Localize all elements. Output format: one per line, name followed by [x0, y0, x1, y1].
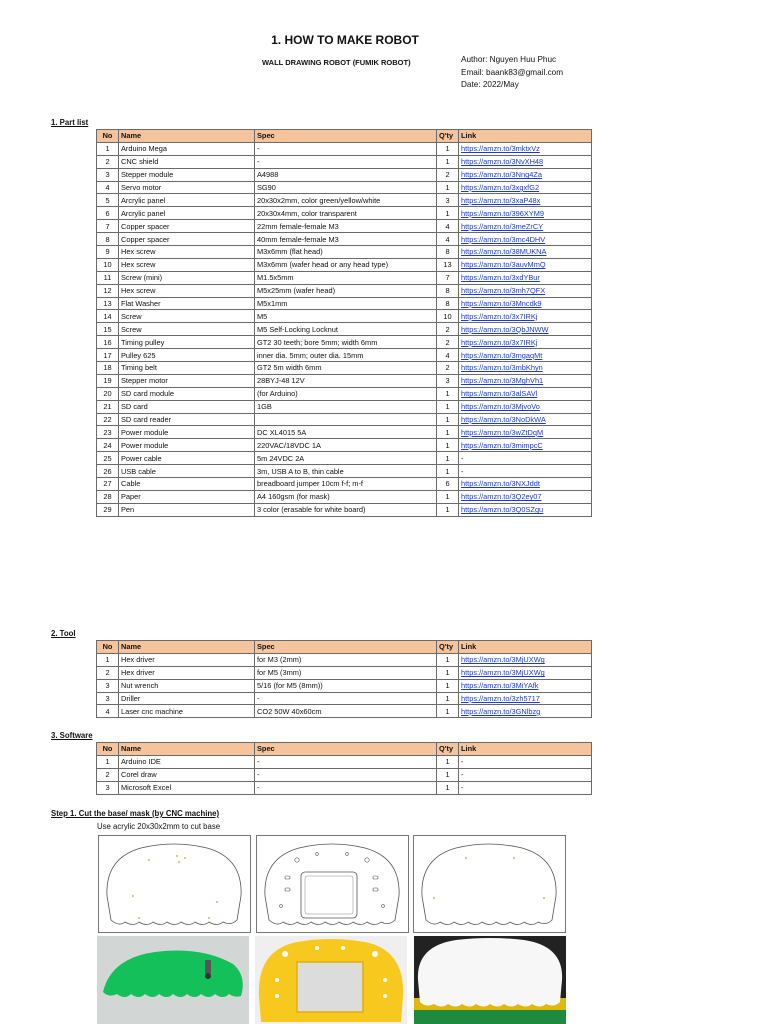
- cell-link: [459, 323, 592, 336]
- step1-heading: Step 1. Cut the base/ mask (by CNC machine): [51, 809, 220, 818]
- product-link[interactable]: https://amzn.to/3Nng4Za: [461, 170, 542, 180]
- product-link[interactable]: https://amzn.to/3MghVh1: [461, 376, 544, 386]
- cell-link: -: [459, 465, 592, 478]
- cell-spec: for M5 (3mm): [255, 666, 437, 679]
- cell-name: Arcrylic panel: [119, 194, 255, 207]
- cell-qty: 1: [437, 155, 459, 168]
- product-link[interactable]: https://amzn.to/3zh5717: [461, 694, 540, 703]
- table-row: [97, 207, 592, 220]
- product-link[interactable]: https://amzn.to/3xdYBur: [461, 273, 540, 283]
- cell-name: Screw (mini): [119, 271, 255, 284]
- cell-no: 4: [97, 705, 119, 718]
- part-list-table: [96, 129, 592, 517]
- col-name: Name: [119, 130, 255, 143]
- cell-no: 29: [97, 503, 119, 516]
- col-spec: Spec: [255, 743, 437, 756]
- product-link[interactable]: https://amzn.to/3mimpcC: [461, 440, 543, 450]
- cell-qty: 6: [437, 478, 459, 491]
- cell-name: Arduino IDE: [119, 755, 255, 768]
- cell-spec: breadboard jumper 10cm f-f; m-f: [255, 478, 437, 491]
- cell-no: 19: [97, 374, 119, 387]
- cell-no: 7: [97, 220, 119, 233]
- product-link[interactable]: https://amzn.to/3MiYAfk: [461, 681, 539, 691]
- cell-no: 1: [97, 755, 119, 768]
- product-link[interactable]: https://amzn.to/3MjUXWg: [461, 668, 545, 678]
- cell-name: Cable: [119, 478, 255, 491]
- cell-spec: for M3 (2mm): [255, 653, 437, 666]
- product-link[interactable]: https://amzn.to/3mktxVz: [461, 144, 540, 154]
- cell-link: -: [459, 768, 592, 781]
- cell-spec: -: [255, 155, 437, 168]
- cell-name: Stepper motor: [119, 374, 255, 387]
- page-title: 1. HOW TO MAKE ROBOT: [271, 33, 419, 47]
- cell-spec: -: [255, 142, 437, 155]
- cell-link: [459, 168, 592, 181]
- step1-note: Use acrylic 20x30x2mm to cut base: [97, 822, 221, 831]
- cell-link: [459, 297, 592, 310]
- table-row: [97, 258, 592, 271]
- cell-name: Stepper module: [119, 168, 255, 181]
- cell-link: -: [459, 781, 592, 794]
- cell-qty: 1: [437, 705, 459, 718]
- product-link[interactable]: https://amzn.to/3x7IRKj: [461, 337, 538, 347]
- software-table: [96, 742, 592, 795]
- author-date: Date: 2022/May: [461, 80, 519, 89]
- cell-link: [459, 258, 592, 271]
- col-spec: Spec: [255, 130, 437, 143]
- cell-link: [459, 310, 592, 323]
- cell-link: [459, 207, 592, 220]
- cell-link: [459, 220, 592, 233]
- cell-qty: 1: [437, 490, 459, 503]
- table-row: [97, 768, 592, 781]
- cell-name: Flat Washer: [119, 297, 255, 310]
- cell-name: Nut wrench: [119, 679, 255, 692]
- col-name: Name: [119, 743, 255, 756]
- cell-qty: 1: [437, 439, 459, 452]
- cell-name: Power module: [119, 426, 255, 439]
- cell-link: [459, 503, 592, 516]
- cell-qty: 8: [437, 246, 459, 259]
- cell-name: Arduino Mega: [119, 142, 255, 155]
- cell-spec: DC XL4015 5A: [255, 426, 437, 439]
- cell-no: 13: [97, 297, 119, 310]
- cell-name: Corel draw: [119, 768, 255, 781]
- cell-link: [459, 284, 592, 297]
- cell-name: Pulley 625: [119, 349, 255, 362]
- cell-name: CNC shield: [119, 155, 255, 168]
- cell-name: Power module: [119, 439, 255, 452]
- table-header-row: [97, 641, 592, 654]
- product-link[interactable]: https://amzn.to/3MjUXWg: [461, 655, 545, 665]
- part-list-heading: 1. Part list: [51, 118, 89, 127]
- cell-spec: M1.5x5mm: [255, 271, 437, 284]
- cell-spec: 28BYJ-48 12V: [255, 374, 437, 387]
- cell-spec: M5x1mm: [255, 297, 437, 310]
- col-qty: Q'ty: [437, 130, 459, 143]
- col-name: Name: [119, 641, 255, 654]
- cell-no: 23: [97, 426, 119, 439]
- cell-qty: 2: [437, 336, 459, 349]
- col-no: No: [97, 743, 119, 756]
- product-link[interactable]: https://amzn.to/3mc4DHV: [461, 234, 546, 244]
- cell-spec: CO2 50W 40x60cm: [255, 705, 437, 718]
- cell-spec: (for Arduino): [255, 387, 437, 400]
- cell-qty: 7: [437, 271, 459, 284]
- cell-spec: GT2 5m width 6mm: [255, 362, 437, 375]
- table-row: [97, 452, 592, 465]
- cell-link: [459, 181, 592, 194]
- col-qty: Q'ty: [437, 641, 459, 654]
- table-row: [97, 142, 592, 155]
- cell-spec: inner dia. 5mm; outer dia. 15mm: [255, 349, 437, 362]
- product-link[interactable]: https://amzn.to/3meZrCY: [461, 221, 544, 231]
- cell-name: Hex driver: [119, 666, 255, 679]
- base-drawing-1: [98, 835, 251, 933]
- cell-link: [459, 692, 592, 705]
- cell-no: 2: [97, 768, 119, 781]
- cell-link: -: [459, 452, 592, 465]
- cell-qty: 1: [437, 181, 459, 194]
- cell-link: [459, 679, 592, 692]
- table-row: [97, 781, 592, 794]
- product-link[interactable]: https://amzn.to/3mgaqMt: [461, 350, 543, 360]
- cell-qty: 1: [437, 465, 459, 478]
- cell-qty: 1: [437, 400, 459, 413]
- cell-name: Servo motor: [119, 181, 255, 194]
- cell-no: 3: [97, 692, 119, 705]
- base-drawing-2: [256, 835, 409, 933]
- cell-spec: M3x6mm (wafer head or any head type): [255, 258, 437, 271]
- col-no: No: [97, 641, 119, 654]
- cell-link: [459, 233, 592, 246]
- cell-qty: 10: [437, 310, 459, 323]
- cell-no: 2: [97, 155, 119, 168]
- cell-link: [459, 349, 592, 362]
- cell-name: USB cable: [119, 465, 255, 478]
- cell-no: 8: [97, 233, 119, 246]
- cell-link: [459, 666, 592, 679]
- table-row: [97, 168, 592, 181]
- cell-qty: 1: [437, 653, 459, 666]
- cell-name: Copper spacer: [119, 233, 255, 246]
- base-photo-yellow: [255, 936, 407, 1024]
- cell-link: [459, 246, 592, 259]
- table-row: [97, 666, 592, 679]
- cell-spec: 22mm female-female M3: [255, 220, 437, 233]
- cell-name: Copper spacer: [119, 220, 255, 233]
- cell-qty: 1: [437, 387, 459, 400]
- table-row: [97, 400, 592, 413]
- table-row: [97, 426, 592, 439]
- cell-spec: -: [255, 755, 437, 768]
- cell-qty: 2: [437, 323, 459, 336]
- product-link[interactable]: https://amzn.to/3GNlbzg: [461, 706, 541, 716]
- table-row: [97, 297, 592, 310]
- cell-spec: -: [255, 768, 437, 781]
- table-header-row: [97, 743, 592, 756]
- cell-link: [459, 194, 592, 207]
- cell-link: [459, 490, 592, 503]
- table-row: [97, 465, 592, 478]
- product-link[interactable]: https://amzn.to/3NvXH48: [461, 157, 544, 167]
- cell-link: [459, 413, 592, 426]
- table-row: [97, 233, 592, 246]
- cell-link: [459, 362, 592, 375]
- cell-qty: 1: [437, 666, 459, 679]
- table-row: [97, 220, 592, 233]
- cell-spec: [255, 413, 437, 426]
- cell-name: Pen: [119, 503, 255, 516]
- cell-link: [459, 142, 592, 155]
- cell-qty: 1: [437, 452, 459, 465]
- product-link[interactable]: https://amzn.to/3MjvoVo: [461, 402, 540, 412]
- cell-no: 12: [97, 284, 119, 297]
- product-link[interactable]: https://amzn.to/3xaP48x: [461, 195, 541, 205]
- col-link: Link: [459, 641, 592, 654]
- cell-no: 25: [97, 452, 119, 465]
- cell-link: [459, 336, 592, 349]
- cell-link: -: [459, 755, 592, 768]
- table-row: [97, 478, 592, 491]
- table-row: [97, 387, 592, 400]
- table-row: [97, 284, 592, 297]
- cell-spec: M5: [255, 310, 437, 323]
- col-link: Link: [459, 743, 592, 756]
- cell-no: 4: [97, 181, 119, 194]
- table-row: [97, 413, 592, 426]
- cell-qty: 2: [437, 362, 459, 375]
- col-link: Link: [459, 130, 592, 143]
- cell-name: Screw: [119, 310, 255, 323]
- tool-table: [96, 640, 592, 718]
- table-row: [97, 323, 592, 336]
- cell-name: SD card reader: [119, 413, 255, 426]
- cell-no: 16: [97, 336, 119, 349]
- cell-name: Paper: [119, 490, 255, 503]
- product-link[interactable]: https://amzn.to/3mbKhyn: [461, 363, 543, 373]
- cell-qty: 8: [437, 284, 459, 297]
- cell-spec: M5 Self-Locking Locknut: [255, 323, 437, 336]
- product-link[interactable]: https://amzn.to/3NoDkWA: [461, 415, 546, 425]
- cell-no: 17: [97, 349, 119, 362]
- cell-qty: 3: [437, 194, 459, 207]
- cell-qty: 1: [437, 692, 459, 705]
- cell-no: 11: [97, 271, 119, 284]
- cell-link: [459, 155, 592, 168]
- product-link[interactable]: https://amzn.to/3NXJddt: [461, 479, 540, 489]
- cell-qty: 1: [437, 503, 459, 516]
- product-link[interactable]: https://amzn.to/3xgxfG2: [461, 183, 540, 192]
- cell-spec: A4988: [255, 168, 437, 181]
- table-row: [97, 362, 592, 375]
- cell-spec: 40mm female-female M3: [255, 233, 437, 246]
- table-row: [97, 653, 592, 666]
- cell-qty: 1: [437, 768, 459, 781]
- cell-link: [459, 426, 592, 439]
- cell-link: [459, 374, 592, 387]
- cell-link: [459, 439, 592, 452]
- cell-name: Arcrylic panel: [119, 207, 255, 220]
- cell-qty: 3: [437, 374, 459, 387]
- cell-spec: 3m, USB A to B, thin cable: [255, 465, 437, 478]
- table-row: [97, 310, 592, 323]
- table-row: [97, 503, 592, 516]
- table-row: [97, 705, 592, 718]
- tool-heading: 2. Tool: [51, 629, 76, 638]
- cell-spec: A4 160gsm (for mask): [255, 490, 437, 503]
- col-no: No: [97, 130, 119, 143]
- cell-name: SD card module: [119, 387, 255, 400]
- table-row: [97, 692, 592, 705]
- cell-name: Driller: [119, 692, 255, 705]
- product-link[interactable]: https://amzn.to/3Q2ey07: [461, 492, 542, 502]
- cell-no: 20: [97, 387, 119, 400]
- cell-no: 26: [97, 465, 119, 478]
- table-row: [97, 271, 592, 284]
- cell-spec: -: [255, 781, 437, 794]
- author-name: Author: Nguyen Huu Phuc: [461, 55, 557, 64]
- product-link[interactable]: https://amzn.to/38MUKNA: [461, 247, 547, 257]
- table-header-row: [97, 130, 592, 143]
- cell-qty: 1: [437, 413, 459, 426]
- cell-qty: 13: [437, 258, 459, 271]
- cell-spec: 220VAC/18VDC 1A: [255, 439, 437, 452]
- cell-qty: 1: [437, 142, 459, 155]
- cell-name: Timing belt: [119, 362, 255, 375]
- cell-qty: 4: [437, 233, 459, 246]
- cell-qty: 4: [437, 220, 459, 233]
- cell-no: 22: [97, 413, 119, 426]
- cell-name: Laser cnc machine: [119, 705, 255, 718]
- cell-qty: 1: [437, 207, 459, 220]
- cell-spec: GT2 30 teeth; bore 5mm; width 6mm: [255, 336, 437, 349]
- table-row: [97, 194, 592, 207]
- cell-qty: 1: [437, 781, 459, 794]
- cell-no: 6: [97, 207, 119, 220]
- product-link[interactable]: https://amzn.to/3Mncdk9: [461, 299, 542, 309]
- table-row: [97, 755, 592, 768]
- cell-name: Timing pulley: [119, 336, 255, 349]
- product-link[interactable]: https://amzn.to/3Q0SZgu: [461, 505, 544, 515]
- cell-link: [459, 653, 592, 666]
- cell-spec: 3 color (erasable for white board): [255, 503, 437, 516]
- product-link[interactable]: https://amzn.to/3mh7QFX: [461, 286, 546, 296]
- cell-no: 5: [97, 194, 119, 207]
- table-row: [97, 155, 592, 168]
- cell-no: 10: [97, 258, 119, 271]
- cell-no: 18: [97, 362, 119, 375]
- table-row: [97, 246, 592, 259]
- cell-qty: 2: [437, 168, 459, 181]
- cell-spec: M3x6mm (flat head): [255, 246, 437, 259]
- cell-name: Hex screw: [119, 246, 255, 259]
- product-link[interactable]: https://amzn.to/3QbJNWW: [461, 324, 549, 334]
- cell-name: Hex driver: [119, 653, 255, 666]
- cell-qty: 1: [437, 755, 459, 768]
- product-link[interactable]: https://amzn.to/396XYM9: [461, 208, 544, 218]
- page-subtitle: WALL DRAWING ROBOT (FUMIK ROBOT): [262, 58, 411, 67]
- cell-no: 24: [97, 439, 119, 452]
- base-drawing-3: [413, 835, 566, 933]
- software-heading: 3. Software: [51, 731, 93, 740]
- cell-link: [459, 400, 592, 413]
- col-spec: Spec: [255, 641, 437, 654]
- cell-no: 27: [97, 478, 119, 491]
- cell-no: 21: [97, 400, 119, 413]
- cell-no: 9: [97, 246, 119, 259]
- cell-no: 2: [97, 666, 119, 679]
- cell-no: 1: [97, 142, 119, 155]
- author-block: [461, 54, 563, 92]
- cell-link: [459, 271, 592, 284]
- table-row: [97, 336, 592, 349]
- table-row: [97, 679, 592, 692]
- cell-spec: SG90: [255, 181, 437, 194]
- cell-spec: 20x30x2mm, color green/yellow/white: [255, 194, 437, 207]
- table-row: [97, 439, 592, 452]
- table-row: [97, 349, 592, 362]
- cell-name: SD card: [119, 400, 255, 413]
- cell-no: 3: [97, 168, 119, 181]
- cell-name: Screw: [119, 323, 255, 336]
- cell-link: [459, 387, 592, 400]
- table-row: [97, 490, 592, 503]
- cell-spec: -: [255, 692, 437, 705]
- cell-qty: 1: [437, 426, 459, 439]
- cell-qty: 8: [437, 297, 459, 310]
- cell-no: 28: [97, 490, 119, 503]
- col-qty: Q'ty: [437, 743, 459, 756]
- table-row: [97, 374, 592, 387]
- product-link[interactable]: https://amzn.to/3wZtDqM: [461, 427, 544, 437]
- cell-name: Microsoft Excel: [119, 781, 255, 794]
- cell-name: Power cable: [119, 452, 255, 465]
- cell-spec: 20x30x4mm, color transparent: [255, 207, 437, 220]
- cell-spec: 1GB: [255, 400, 437, 413]
- product-link[interactable]: https://amzn.to/3x7IRKj: [461, 311, 538, 321]
- table-row: [97, 181, 592, 194]
- cell-qty: 1: [437, 679, 459, 692]
- cell-spec: M5x25mm (wafer head): [255, 284, 437, 297]
- cell-no: 14: [97, 310, 119, 323]
- product-link[interactable]: https://amzn.to/3alSAVl: [461, 389, 538, 399]
- base-photo-green: [97, 936, 249, 1024]
- cell-no: 3: [97, 781, 119, 794]
- cell-spec: 5/16 (for M5 (8mm)): [255, 679, 437, 692]
- cell-spec: 5m 24VDC 2A: [255, 452, 437, 465]
- cell-qty: 4: [437, 349, 459, 362]
- base-photo-white: [414, 936, 566, 1024]
- cell-no: 1: [97, 653, 119, 666]
- cell-no: 3: [97, 679, 119, 692]
- cell-link: [459, 478, 592, 491]
- cell-name: Hex screw: [119, 258, 255, 271]
- cell-name: Hex screw: [119, 284, 255, 297]
- product-link[interactable]: https://amzn.to/3auvMmQ: [461, 260, 546, 270]
- cell-link: [459, 705, 592, 718]
- author-email: Email: baank83@gmail.com: [461, 67, 564, 77]
- cell-no: 15: [97, 323, 119, 336]
